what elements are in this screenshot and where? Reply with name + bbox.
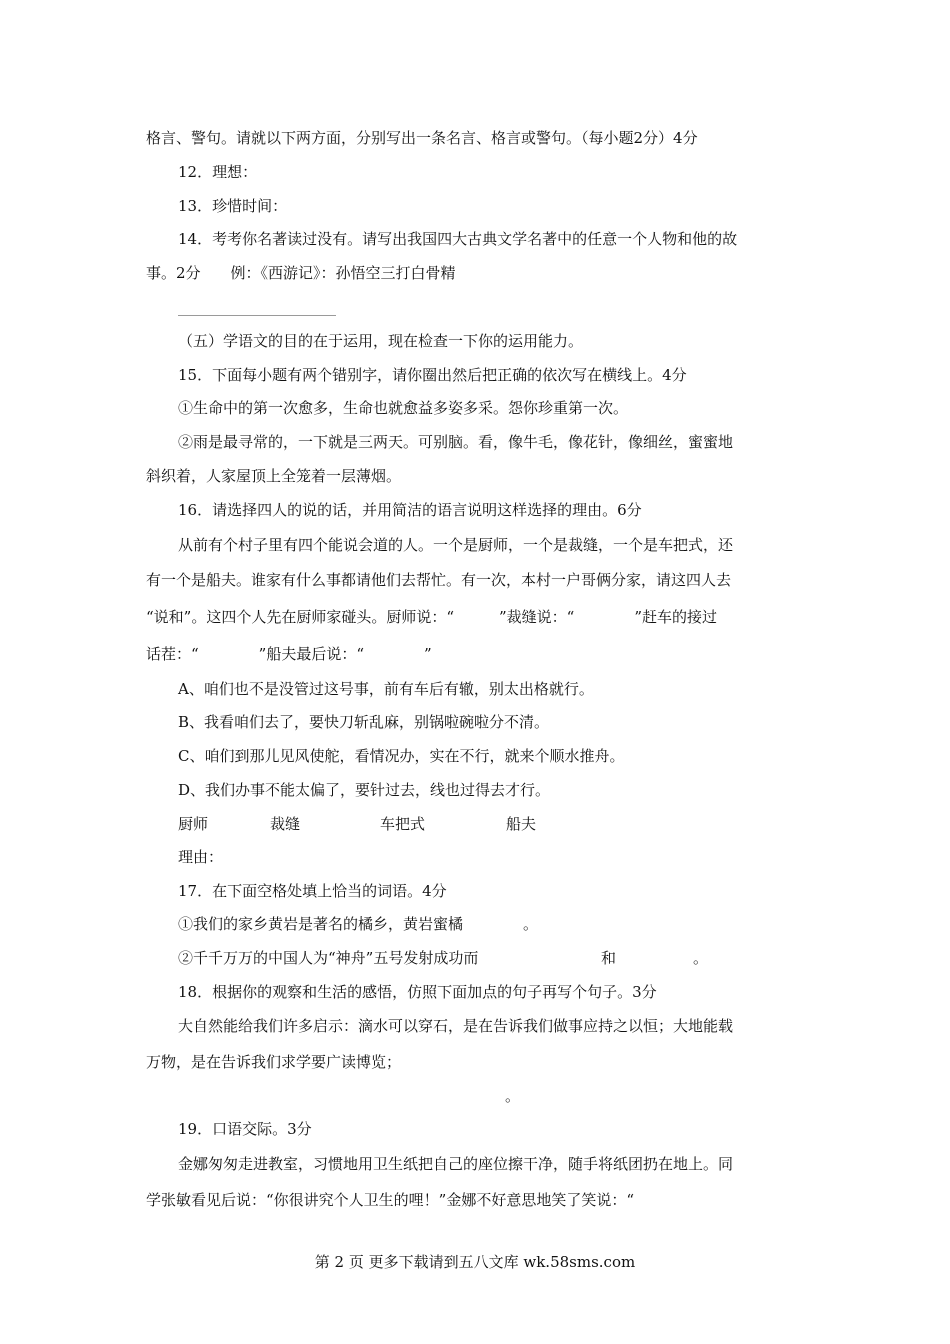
text-line: 理由： — [178, 848, 224, 866]
text-line: ②雨是最寻常的，一下就是三两天。可别脑。看，像牛毛，像花针，像细丝，蜜蜜地 — [178, 433, 734, 451]
question-19: 19．口语交际。3分 — [178, 1120, 312, 1138]
text-line: 万物，是在告诉我们求学要广读博览； — [146, 1053, 402, 1071]
text-fragment: 。 — [505, 1087, 521, 1105]
text-line: 有一个是船夫。谁家有什么事都请他们去帮忙。有一次，本村一户哥俩分家，请这四人去 — [146, 571, 732, 589]
text-line: 斜织着，人家屋顶上全笼着一层薄烟。 — [146, 467, 402, 485]
text-line: ①我们的家乡黄岩是著名的橘乡，黄岩蜜橘 。 — [178, 915, 539, 933]
text-line: 话茬：“ ”船夫最后说：“ ” — [146, 645, 432, 663]
text-line: 事。2分 例：《西游记》：孙悟空三打白骨精 — [146, 264, 456, 282]
answer-underline — [178, 315, 336, 316]
text-line: “说和”。这四个人先在厨师家碰头。厨师说：“ ”裁缝说：“ ”赶车的接过 — [146, 608, 718, 626]
role-carter: 车把式 — [380, 815, 426, 833]
section-heading: （五）学语文的目的在于运用，现在检查一下你的运用能力。 — [178, 332, 584, 350]
option-d: D、我们办事不能太偏了，要针过去，线也过得去才行。 — [178, 781, 551, 799]
role-tailor: 裁缝 — [270, 815, 301, 833]
text-fragment: 和 — [601, 949, 617, 967]
text-line: ②千千万万的中国人为“神舟”五号发射成功而 — [178, 949, 479, 967]
text-fragment: 。 — [693, 949, 709, 967]
role-chef: 厨师 — [178, 815, 209, 833]
option-c: C、咱们到那儿见风使舵，看情况办，实在不行，就来个顺水推舟。 — [178, 747, 625, 765]
question-13: 13．珍惜时间： — [178, 197, 288, 215]
role-boatman: 船夫 — [506, 815, 537, 833]
page-footer: 第 2 页 更多下载请到五八文库 wk.58sms.com — [314, 1253, 636, 1271]
question-17: 17．在下面空格处填上恰当的词语。4分 — [178, 882, 447, 900]
option-a: A、咱们也不是没管过这号事，前有车后有辙，别太出格就行。 — [178, 680, 594, 698]
question-18: 18．根据你的观察和生活的感悟，仿照下面加点的句子再写个句子。3分 — [178, 983, 657, 1001]
question-12: 12．理想： — [178, 163, 258, 181]
text-line: 从前有个村子里有四个能说会道的人。一个是厨师，一个是裁缝，一个是车把式，还 — [178, 536, 734, 554]
question-15: 15．下面每小题有两个错别字，请你圈出然后把正确的依次写在横线上。4分 — [178, 366, 687, 384]
option-b: B、我看咱们去了，要快刀斩乱麻，别锅啦碗啦分不清。 — [178, 713, 550, 731]
text-line: 学张敏看见后说：“你很讲究个人卫生的哩！”金娜不好意思地笑了笑说：“ — [146, 1191, 635, 1209]
question-16: 16．请选择四人的说的话，并用简洁的语言说明这样选择的理由。6分 — [178, 501, 642, 519]
text-line: ①生命中的第一次愈多，生命也就愈益多姿多采。怨你珍重第一次。 — [178, 399, 629, 417]
question-14: 14．考考你名著读过没有。请写出我国四大古典文学名著中的任意一个人物和他的故 — [178, 230, 738, 248]
text-line: 金娜匆匆走进教室，习惯地用卫生纸把自己的座位擦干净，随手将纸团扔在地上。同 — [178, 1155, 734, 1173]
text-line: 大自然能给我们许多启示：滴水可以穿石，是在告诉我们做事应持之以恒；大地能载 — [178, 1017, 734, 1035]
text-line: 格言、警句。请就以下两方面，分别写出一条名言、格言或警句。（每小题2分）4分 — [146, 129, 698, 147]
